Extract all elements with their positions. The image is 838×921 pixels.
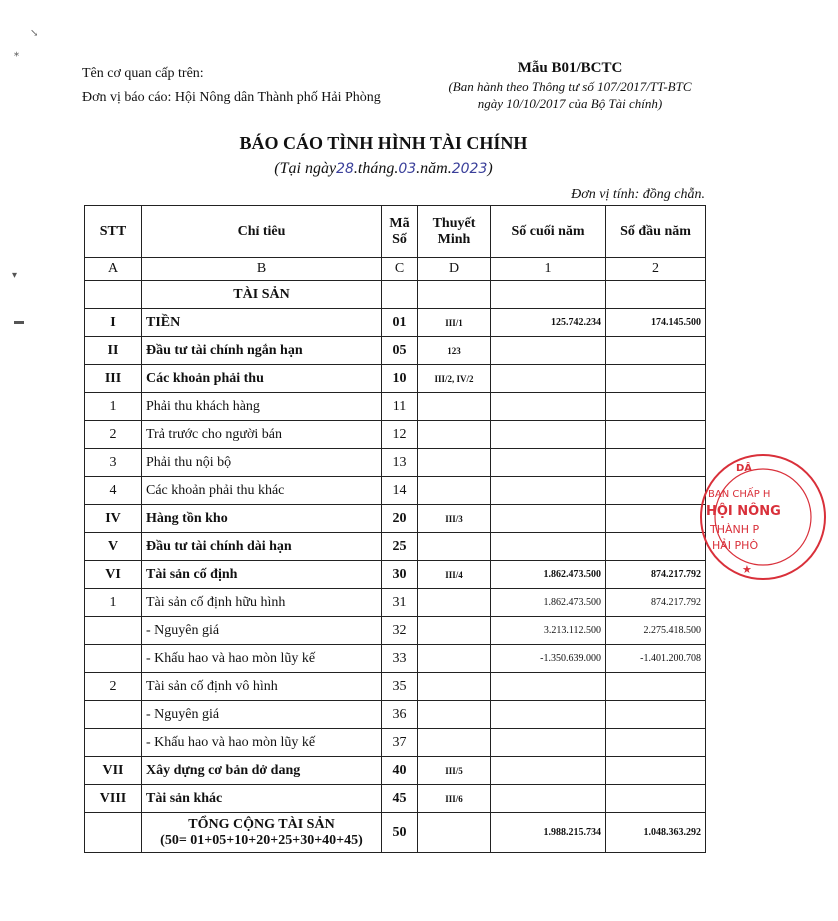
table-header-row [85, 206, 706, 258]
row-note [418, 701, 491, 729]
row-note: III/1 [418, 309, 491, 337]
row-begin-value: 174.145.500 [606, 309, 706, 337]
row-code: 10 [382, 365, 418, 393]
official-seal [688, 455, 838, 585]
section-begin [606, 281, 706, 309]
header-code-line-2: Số [392, 231, 407, 247]
header-begin-year: Số đầu năm [606, 206, 706, 258]
row-label: Đầu tư tài chính ngắn hạn [142, 337, 382, 365]
row-code: 37 [382, 729, 418, 757]
row-code: 05 [382, 337, 418, 365]
seal-line-4: HẢI PHÒ [712, 539, 759, 552]
seal-line-3: THÀNH P [710, 523, 760, 536]
row-label: TIỀN [142, 309, 382, 337]
row-stt: I [85, 309, 142, 337]
date-suffix: ) [487, 160, 493, 177]
header-code-line-1: Mã [389, 215, 410, 231]
row-note [418, 421, 491, 449]
row-stt: 1 [85, 393, 142, 421]
section-stt [85, 281, 142, 309]
table-row [85, 561, 706, 589]
parent-agency-label [82, 62, 381, 110]
form-code: Mẫu B01/BCTC [517, 60, 623, 76]
row-label: Hàng tồn kho [142, 505, 382, 533]
header-stt: STT [85, 206, 142, 258]
row-end-value: 125.742.234 [491, 309, 606, 337]
row-note: 123 [418, 337, 491, 365]
row-begin-value [606, 421, 706, 449]
table-row [85, 617, 706, 645]
row-note [418, 589, 491, 617]
row-code: 35 [382, 673, 418, 701]
row-label: Tài sản khác [142, 785, 382, 813]
table-row [85, 757, 706, 785]
row-stt: II [85, 337, 142, 365]
table-row [85, 701, 706, 729]
section-title: TÀI SẢN [142, 281, 382, 309]
table-row [85, 477, 706, 505]
row-end-value [491, 701, 606, 729]
total-stt [85, 813, 142, 853]
date-month-label: .tháng. [353, 160, 399, 177]
seal-star: ★ [742, 563, 752, 576]
row-end-value: 3.213.112.500 [491, 617, 606, 645]
letter-1: 1 [491, 258, 606, 281]
letter-b: B [142, 258, 382, 281]
row-note [418, 393, 491, 421]
row-stt [85, 617, 142, 645]
row-label: Các khoản phải thu [142, 365, 382, 393]
scan-mark: ↘ [30, 28, 39, 39]
row-note: III/2, IV/2 [418, 365, 491, 393]
row-end-value [491, 421, 606, 449]
row-begin-value: 874.217.792 [606, 561, 706, 589]
financial-report-table [84, 205, 706, 853]
row-stt: VIII [85, 785, 142, 813]
letter-2: 2 [606, 258, 706, 281]
total-label-line-1: TỔNG CỘNG TÀI SẢN [188, 816, 335, 832]
table-row [85, 533, 706, 561]
table-row [85, 421, 706, 449]
row-code: 36 [382, 701, 418, 729]
row-end-value [491, 729, 606, 757]
row-code: 12 [382, 421, 418, 449]
header-end-year: Số cuối năm [491, 206, 606, 258]
header-note-line-1: Thuyết [432, 215, 476, 231]
row-stt: 2 [85, 421, 142, 449]
table-row [85, 309, 706, 337]
currency-unit: Đơn vị tính: đồng chẵn. [571, 187, 705, 202]
row-label: Tài sản cố định vô hình [142, 673, 382, 701]
total-note [418, 813, 491, 853]
total-code: 50 [382, 813, 418, 853]
row-stt: VI [85, 561, 142, 589]
report-title: BÁO CÁO TÌNH HÌNH TÀI CHÍNH [239, 133, 528, 153]
row-begin-value [606, 337, 706, 365]
form-note-line-2: ngày 10/10/2017 của Bộ Tài chính) [477, 96, 663, 111]
total-begin-value: 1.048.363.292 [606, 813, 706, 853]
row-label: Phải thu nội bộ [142, 449, 382, 477]
row-end-value [491, 673, 606, 701]
total-label [142, 813, 382, 853]
row-code: 20 [382, 505, 418, 533]
row-note [418, 477, 491, 505]
form-note-line-1: (Ban hành theo Thông tư số 107/2017/TT-BTC [448, 79, 692, 94]
total-end-value: 1.988.215.734 [491, 813, 606, 853]
scan-mark: ▾ [12, 270, 18, 281]
letter-a: A [85, 258, 142, 281]
row-note: III/3 [418, 505, 491, 533]
row-stt: IV [85, 505, 142, 533]
row-end-value [491, 365, 606, 393]
row-label: Tài sản cố định hữu hình [142, 589, 382, 617]
row-end-value [491, 477, 606, 505]
seal-line-1: BAN CHẤP H [708, 489, 771, 500]
scan-mark: ▬ [14, 316, 24, 327]
reporting-unit: Đơn vị báo cáo: Hội Nông dân Thành phố Hải Phòng [82, 90, 381, 105]
header-note-line-2: Minh [437, 231, 471, 247]
row-begin-value [606, 757, 706, 785]
row-stt: 2 [85, 673, 142, 701]
column-letters-row [85, 258, 706, 281]
row-note [418, 449, 491, 477]
row-code: 45 [382, 785, 418, 813]
parent-agency: Tên cơ quan cấp trên: [82, 66, 204, 81]
row-begin-value [606, 393, 706, 421]
row-label: - Nguyên giá [142, 617, 382, 645]
table-row [85, 729, 706, 757]
row-end-value [491, 533, 606, 561]
row-end-value: 1.862.473.500 [491, 561, 606, 589]
row-code: 14 [382, 477, 418, 505]
date-month: 03 [398, 161, 417, 177]
section-end [491, 281, 606, 309]
row-stt: III [85, 365, 142, 393]
row-end-value [491, 449, 606, 477]
row-note [418, 533, 491, 561]
row-label: Các khoản phải thu khác [142, 477, 382, 505]
row-note [418, 645, 491, 673]
row-stt: V [85, 533, 142, 561]
row-note [418, 729, 491, 757]
total-row [85, 813, 706, 853]
row-code: 13 [382, 449, 418, 477]
row-label: - Nguyên giá [142, 701, 382, 729]
seal-ring-text: DÂ [736, 463, 753, 474]
row-end-value [491, 757, 606, 785]
row-label: Xây dựng cơ bản dở dang [142, 757, 382, 785]
date-day: 28 [336, 161, 354, 177]
row-label: Phải thu khách hàng [142, 393, 382, 421]
row-begin-value [606, 365, 706, 393]
row-begin-value [606, 701, 706, 729]
row-stt [85, 729, 142, 757]
section-row [85, 281, 706, 309]
header-indicator: Chỉ tiêu [142, 206, 382, 258]
row-stt [85, 645, 142, 673]
row-stt: 4 [85, 477, 142, 505]
row-label: Trả trước cho người bán [142, 421, 382, 449]
row-note [418, 617, 491, 645]
table-row [85, 785, 706, 813]
row-begin-value [606, 673, 706, 701]
table-row [85, 673, 706, 701]
form-info [440, 58, 700, 112]
date-year-label: .năm. [416, 160, 452, 177]
row-end-value: 1.862.473.500 [491, 589, 606, 617]
date-prefix: (Tại ngày [274, 160, 337, 177]
report-date [0, 160, 767, 178]
row-begin-value: 2.275.418.500 [606, 617, 706, 645]
table-row [85, 337, 706, 365]
row-stt: VII [85, 757, 142, 785]
table-row [85, 645, 706, 673]
table-row [85, 505, 706, 533]
row-note: III/5 [418, 757, 491, 785]
section-code [382, 281, 418, 309]
row-stt [85, 701, 142, 729]
row-code: 11 [382, 393, 418, 421]
row-label: - Khấu hao và hao mòn lũy kế [142, 645, 382, 673]
letter-d: D [418, 258, 491, 281]
header-note [418, 206, 491, 258]
table-row [85, 589, 706, 617]
row-code: 40 [382, 757, 418, 785]
row-code: 32 [382, 617, 418, 645]
row-begin-value: 874.217.792 [606, 589, 706, 617]
seal-line-2: HỘI NÔNG [706, 504, 781, 519]
row-begin-value [606, 785, 706, 813]
row-begin-value: -1.401.200.708 [606, 645, 706, 673]
row-note [418, 673, 491, 701]
row-label: - Khấu hao và hao mòn lũy kế [142, 729, 382, 757]
letter-c: C [382, 258, 418, 281]
row-label: Tài sản cố định [142, 561, 382, 589]
row-stt: 3 [85, 449, 142, 477]
date-year: 2023 [451, 161, 488, 177]
table-row [85, 365, 706, 393]
section-note [418, 281, 491, 309]
scan-mark: ⁎ [14, 48, 19, 59]
row-end-value [491, 337, 606, 365]
row-code: 30 [382, 561, 418, 589]
row-stt: 1 [85, 589, 142, 617]
header-code [382, 206, 418, 258]
row-code: 01 [382, 309, 418, 337]
row-code: 33 [382, 645, 418, 673]
row-begin-value [606, 729, 706, 757]
table-row [85, 449, 706, 477]
row-code: 25 [382, 533, 418, 561]
row-end-value [491, 393, 606, 421]
row-code: 31 [382, 589, 418, 617]
total-label-line-2: (50= 01+05+10+20+25+30+40+45) [160, 832, 363, 848]
row-note: III/6 [418, 785, 491, 813]
row-label: Đầu tư tài chính dài hạn [142, 533, 382, 561]
row-end-value: -1.350.639.000 [491, 645, 606, 673]
table-row [85, 393, 706, 421]
row-end-value [491, 505, 606, 533]
row-note: III/4 [418, 561, 491, 589]
row-end-value [491, 785, 606, 813]
